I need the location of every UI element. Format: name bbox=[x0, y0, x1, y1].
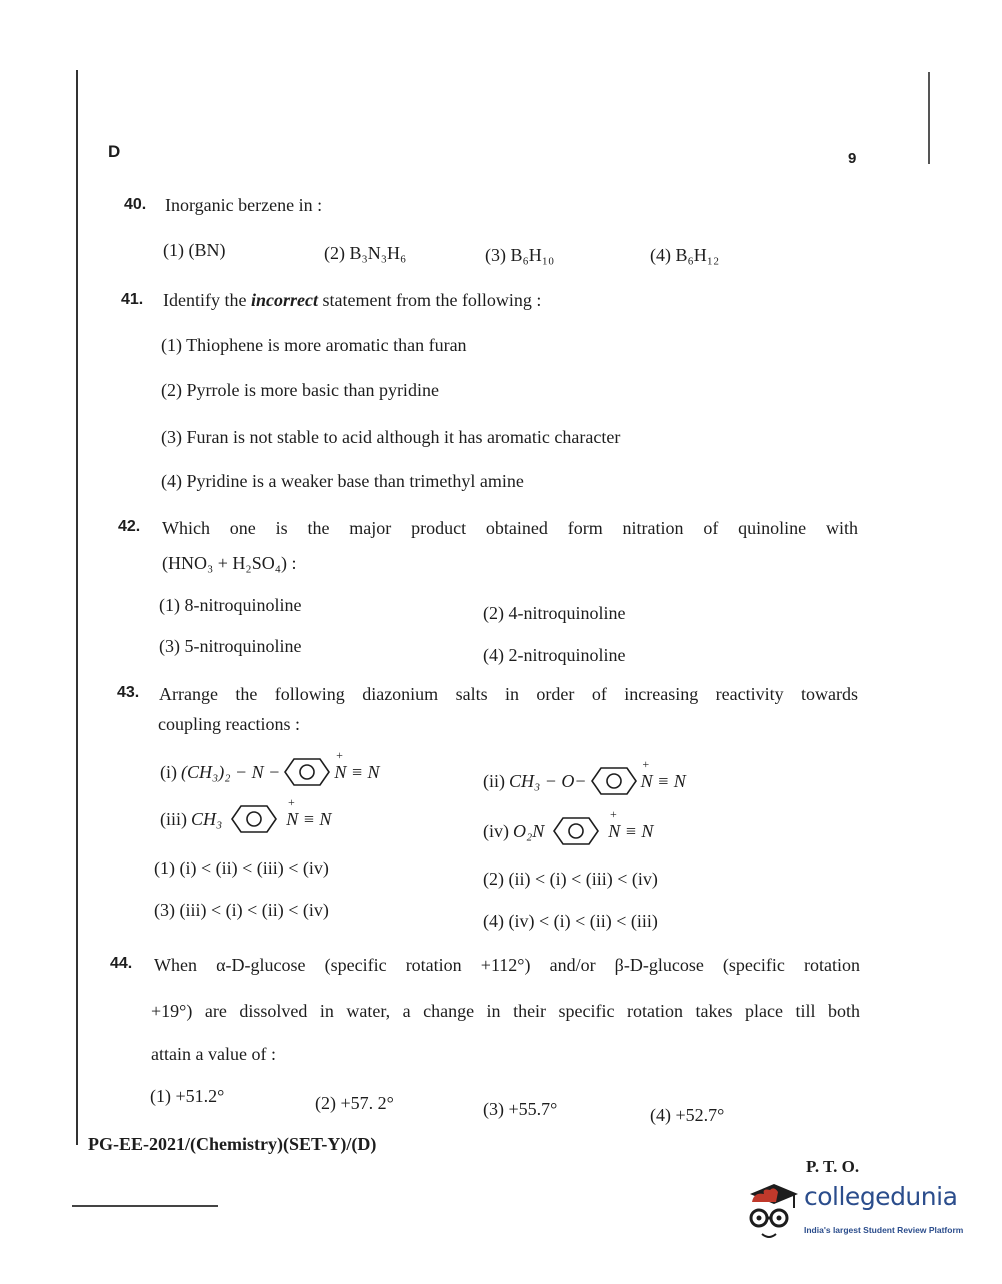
pto-label: P. T. O. bbox=[806, 1157, 860, 1176]
q43-salt-iv-label: (iv) bbox=[483, 820, 509, 841]
q41-text-emphasis: incorrect bbox=[250, 290, 318, 310]
q44-option-1: (1) +51.2° bbox=[150, 1086, 225, 1106]
q43-salt-ii-prefix: CH₃ − O− bbox=[509, 770, 587, 791]
q43-salt-i-label: (i) bbox=[160, 761, 177, 782]
q40-number: 40. bbox=[124, 196, 147, 213]
q44-option-3: (3) +55.7° bbox=[483, 1099, 558, 1119]
q42-option-4: (4) 2-nitroquinoline bbox=[483, 645, 626, 665]
benzene-ring-icon bbox=[284, 757, 330, 787]
brand-name: collegedunia bbox=[804, 1182, 958, 1211]
q42-option-2: (2) 4-nitroquinoline bbox=[483, 603, 626, 623]
q41-option-4: (4) Pyridine is a weaker base than trimethyl amine bbox=[161, 471, 524, 491]
q44-option-2: (2) +57. 2° bbox=[315, 1093, 394, 1113]
benzene-ring-icon bbox=[548, 816, 604, 846]
q41-text-after: statement from the following : bbox=[317, 290, 542, 310]
q41-option-3: (3) Furan is not stable to acid although it has aromatic character bbox=[161, 427, 621, 447]
q43-salt-iii-prefix: CH₃ bbox=[191, 808, 223, 829]
q43-text-line1: Arrange the following diazonium salts in order of increasing reactivity towards bbox=[159, 684, 858, 704]
q43-salt-iii bbox=[160, 804, 331, 834]
q44-text-line1: When α-D-glucose (specific rotation +112°) and/or β-D-glucose (specific rotation bbox=[154, 955, 860, 975]
q43-option-1: (1) (i) < (ii) < (iii) < (iv) bbox=[154, 858, 329, 878]
q42-option-1: (1) 8-nitroquinoline bbox=[159, 595, 302, 615]
q43-salt-i-diazonium: + N ≡ N bbox=[334, 762, 379, 783]
q42-text-line1: Which one is the major product obtained form nitration of quinoline with bbox=[162, 518, 858, 538]
q40-option-1: (1) (BN) bbox=[163, 240, 226, 260]
q43-option-2: (2) (ii) < (i) < (iii) < (iv) bbox=[483, 869, 658, 889]
page-number: 9 bbox=[848, 150, 857, 167]
set-code: D bbox=[108, 142, 121, 161]
brand-tagline: India's largest Student Review Platform bbox=[804, 1225, 964, 1235]
footer-rule bbox=[72, 1205, 218, 1207]
q40-text: Inorganic berzene in : bbox=[165, 195, 323, 215]
q43-salt-ii-label: (ii) bbox=[483, 770, 505, 791]
q44-text-line3: attain a value of : bbox=[151, 1044, 276, 1064]
collegedunia-watermark bbox=[744, 1180, 969, 1250]
q43-number: 43. bbox=[117, 684, 140, 701]
q43-salt-i bbox=[160, 757, 379, 787]
q43-salt-iii-label: (iii) bbox=[160, 808, 187, 829]
q40-option-3: (3) B₆H₁₀ bbox=[485, 245, 555, 265]
q44-text-line2: +19°) are dissolved in water, a change in their specific rotation takes place till both bbox=[151, 1001, 860, 1021]
q41-option-2: (2) Pyrrole is more basic than pyridine bbox=[161, 380, 439, 400]
q41-text-before: Identify the bbox=[163, 290, 251, 310]
q42-text-line2: (HNO₃ + H₂SO₄) : bbox=[162, 553, 297, 573]
student-mascot-icon bbox=[744, 1180, 802, 1242]
page-edge-right bbox=[928, 72, 930, 164]
q44-number: 44. bbox=[110, 955, 133, 972]
q41-text bbox=[163, 290, 541, 311]
q43-option-3: (3) (iii) < (i) < (ii) < (iv) bbox=[154, 900, 329, 920]
q40-option-4: (4) B₆H₁₂ bbox=[650, 245, 720, 265]
benzene-ring-icon bbox=[226, 804, 282, 834]
q41-number: 41. bbox=[121, 291, 144, 308]
q43-salt-iv-prefix: O₂N bbox=[513, 820, 545, 841]
q42-option-3: (3) 5-nitroquinoline bbox=[159, 636, 302, 656]
q40-option-2: (2) B₃N₃H₆ bbox=[324, 243, 407, 263]
q42-number: 42. bbox=[118, 518, 141, 535]
q43-salt-iv-diazonium: + N ≡ N bbox=[608, 821, 653, 842]
benzene-ring-icon bbox=[591, 766, 637, 796]
q43-salt-ii bbox=[483, 766, 686, 796]
page-edge-left bbox=[76, 70, 78, 1145]
paper-code-footer: PG-EE-2021/(Chemistry)(SET-Y)/(D) bbox=[88, 1134, 377, 1154]
q43-salt-ii-diazonium: + N ≡ N bbox=[641, 771, 686, 792]
q43-option-4: (4) (iv) < (i) < (ii) < (iii) bbox=[483, 911, 658, 931]
q44-option-4: (4) +52.7° bbox=[650, 1105, 725, 1125]
q43-salt-iv bbox=[483, 816, 653, 846]
q41-option-1: (1) Thiophene is more aromatic than furan bbox=[161, 335, 467, 355]
q43-salt-i-prefix: (CH₃)₂ − N − bbox=[181, 761, 281, 782]
q43-text-line2: coupling reactions : bbox=[158, 714, 300, 734]
q43-salt-iii-diazonium: + N ≡ N bbox=[286, 809, 331, 830]
